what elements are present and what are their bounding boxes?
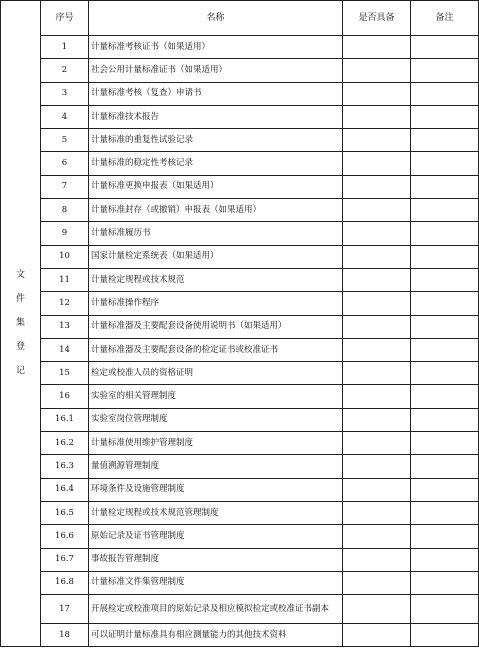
row-has-cell[interactable] xyxy=(343,478,411,501)
row-remark-cell[interactable] xyxy=(411,525,479,548)
row-name: 量值溯源管理制度 xyxy=(89,455,343,478)
row-name: 环境条件及设施管理制度 xyxy=(89,478,343,501)
row-seq: 4 xyxy=(41,105,89,128)
header-remark: 备注 xyxy=(411,1,479,36)
row-name: 计量标准文件集管理制度 xyxy=(89,571,343,594)
row-has-cell[interactable] xyxy=(343,408,411,431)
row-remark-cell[interactable] xyxy=(411,571,479,594)
table-row xyxy=(1,595,479,624)
row-seq: 18 xyxy=(41,624,89,647)
row-has-cell[interactable] xyxy=(343,432,411,455)
row-name: 社会公用计量标准证书（如果适用） xyxy=(89,59,343,82)
row-seq: 16.5 xyxy=(41,501,89,524)
row-name: 计量标准器及主要配套设备的检定证书或校准证书 xyxy=(89,338,343,361)
row-has-cell[interactable] xyxy=(343,222,411,245)
row-seq: 7 xyxy=(41,175,89,198)
row-seq: 13 xyxy=(41,315,89,338)
row-remark-cell[interactable] xyxy=(411,315,479,338)
table-row xyxy=(1,501,479,524)
row-name: 计量标准更换申报表（如果适用） xyxy=(89,175,343,198)
table-header-row xyxy=(1,1,479,36)
row-has-cell[interactable] xyxy=(343,595,411,624)
row-remark-cell[interactable] xyxy=(411,432,479,455)
header-seq: 序号 xyxy=(41,1,89,36)
row-seq: 15 xyxy=(41,362,89,385)
table-row xyxy=(1,432,479,455)
row-remark-cell[interactable] xyxy=(411,362,479,385)
table-row xyxy=(1,82,479,105)
row-seq: 16.8 xyxy=(41,571,89,594)
table-row xyxy=(1,315,479,338)
row-has-cell[interactable] xyxy=(343,548,411,571)
row-name: 检定或校准人员的资格证明 xyxy=(89,362,343,385)
row-has-cell[interactable] xyxy=(343,36,411,59)
row-name: 计量标准使用维护管理制度 xyxy=(89,432,343,455)
row-name: 计量标准技术报告 xyxy=(89,105,343,128)
row-seq: 16.6 xyxy=(41,525,89,548)
row-remark-cell[interactable] xyxy=(411,105,479,128)
row-has-cell[interactable] xyxy=(343,362,411,385)
row-remark-cell[interactable] xyxy=(411,129,479,152)
row-seq: 11 xyxy=(41,268,89,291)
table-row xyxy=(1,129,479,152)
row-remark-cell[interactable] xyxy=(411,292,479,315)
row-has-cell[interactable] xyxy=(343,175,411,198)
table-row xyxy=(1,59,479,82)
row-remark-cell[interactable] xyxy=(411,175,479,198)
row-name: 计量标准封存（或撤销）申报表（如果适用） xyxy=(89,199,343,222)
row-name: 事故报告管理制度 xyxy=(89,548,343,571)
row-name: 计量检定规程或技术规范 xyxy=(89,268,343,291)
row-remark-cell[interactable] xyxy=(411,36,479,59)
row-remark-cell[interactable] xyxy=(411,408,479,431)
table-row xyxy=(1,362,479,385)
table-row xyxy=(1,408,479,431)
row-name: 实验室的相关管理制度 xyxy=(89,385,343,408)
header-name: 名称 xyxy=(89,1,343,36)
row-has-cell[interactable] xyxy=(343,129,411,152)
row-has-cell[interactable] xyxy=(343,82,411,105)
table-row xyxy=(1,525,479,548)
row-name: 计量标准的重复性试验记录 xyxy=(89,129,343,152)
row-seq: 8 xyxy=(41,199,89,222)
row-has-cell[interactable] xyxy=(343,268,411,291)
row-name: 原始记录及证书管理制度 xyxy=(89,525,343,548)
table-row xyxy=(1,175,479,198)
row-remark-cell[interactable] xyxy=(411,152,479,175)
row-remark-cell[interactable] xyxy=(411,501,479,524)
row-remark-cell[interactable] xyxy=(411,268,479,291)
side-label xyxy=(16,270,25,377)
row-has-cell[interactable] xyxy=(343,245,411,268)
row-name: 计量标准的稳定性考核记录 xyxy=(89,152,343,175)
row-name: 计量标准考核证书（如果适用） xyxy=(89,36,343,59)
table-row xyxy=(1,571,479,594)
side-label-char: 记 xyxy=(15,366,25,377)
row-remark-cell[interactable] xyxy=(411,455,479,478)
row-has-cell[interactable] xyxy=(343,338,411,361)
row-has-cell[interactable] xyxy=(343,385,411,408)
row-seq: 16.3 xyxy=(41,455,89,478)
table-row xyxy=(1,292,479,315)
row-has-cell[interactable] xyxy=(343,455,411,478)
table-row xyxy=(1,199,479,222)
table-row xyxy=(1,338,479,361)
row-seq: 16.1 xyxy=(41,408,89,431)
side-label-char: 集 xyxy=(15,318,25,329)
row-has-cell[interactable] xyxy=(343,152,411,175)
table-row xyxy=(1,548,479,571)
header-has: 是否具备 xyxy=(343,1,411,36)
table-row xyxy=(1,478,479,501)
row-remark-cell[interactable] xyxy=(411,548,479,571)
row-name: 计量标准操作程序 xyxy=(89,292,343,315)
row-name: 计量检定规程或技术规范管理制度 xyxy=(89,501,343,524)
row-name: 计量标准履历书 xyxy=(89,222,343,245)
table-row xyxy=(1,385,479,408)
side-label-char: 件 xyxy=(15,294,25,305)
table-row xyxy=(1,36,479,59)
row-has-cell[interactable] xyxy=(343,525,411,548)
row-seq: 5 xyxy=(41,129,89,152)
table-row xyxy=(1,455,479,478)
table-row xyxy=(1,105,479,128)
row-seq: 16 xyxy=(41,385,89,408)
row-remark-cell[interactable] xyxy=(411,624,479,647)
row-name: 可以证明计量标准具有相应测量能力的其他技术资料 xyxy=(89,624,343,647)
row-name: 开展检定或校准项目的原始记录及相应模拟检定或校准证书副本 xyxy=(89,595,343,624)
row-has-cell[interactable] xyxy=(343,199,411,222)
row-name: 计量标准考核（复查）申请书 xyxy=(89,82,343,105)
row-remark-cell[interactable] xyxy=(411,338,479,361)
row-seq: 16.7 xyxy=(41,548,89,571)
row-name: 计量标准器及主要配套设备使用说明书（如果适用） xyxy=(89,315,343,338)
row-remark-cell[interactable] xyxy=(411,222,479,245)
table-row xyxy=(1,245,479,268)
row-remark-cell[interactable] xyxy=(411,385,479,408)
row-remark-cell[interactable] xyxy=(411,199,479,222)
row-has-cell[interactable] xyxy=(343,501,411,524)
row-seq: 2 xyxy=(41,59,89,82)
row-has-cell[interactable] xyxy=(343,624,411,647)
row-seq: 6 xyxy=(41,152,89,175)
row-seq: 3 xyxy=(41,82,89,105)
row-remark-cell[interactable] xyxy=(411,478,479,501)
row-remark-cell[interactable] xyxy=(411,595,479,624)
table-row xyxy=(1,624,479,647)
table-row xyxy=(1,268,479,291)
row-seq: 1 xyxy=(41,36,89,59)
row-remark-cell[interactable] xyxy=(411,245,479,268)
row-has-cell[interactable] xyxy=(343,105,411,128)
row-name: 国家计量检定系统表（如果适用） xyxy=(89,245,343,268)
row-seq: 14 xyxy=(41,338,89,361)
table-row xyxy=(1,222,479,245)
row-has-cell[interactable] xyxy=(343,59,411,82)
row-seq: 9 xyxy=(41,222,89,245)
row-has-cell[interactable] xyxy=(343,292,411,315)
side-label-cell xyxy=(1,1,41,647)
row-has-cell[interactable] xyxy=(343,315,411,338)
row-seq: 17 xyxy=(41,595,89,624)
row-has-cell[interactable] xyxy=(343,571,411,594)
row-remark-cell[interactable] xyxy=(411,59,479,82)
table-row xyxy=(1,152,479,175)
side-label-char: 登 xyxy=(15,342,25,353)
row-seq: 16.2 xyxy=(41,432,89,455)
side-label-char: 文 xyxy=(15,270,25,281)
row-remark-cell[interactable] xyxy=(411,82,479,105)
row-seq: 16.4 xyxy=(41,478,89,501)
row-name: 实验室岗位管理制度 xyxy=(89,408,343,431)
row-seq: 12 xyxy=(41,292,89,315)
row-seq: 10 xyxy=(41,245,89,268)
